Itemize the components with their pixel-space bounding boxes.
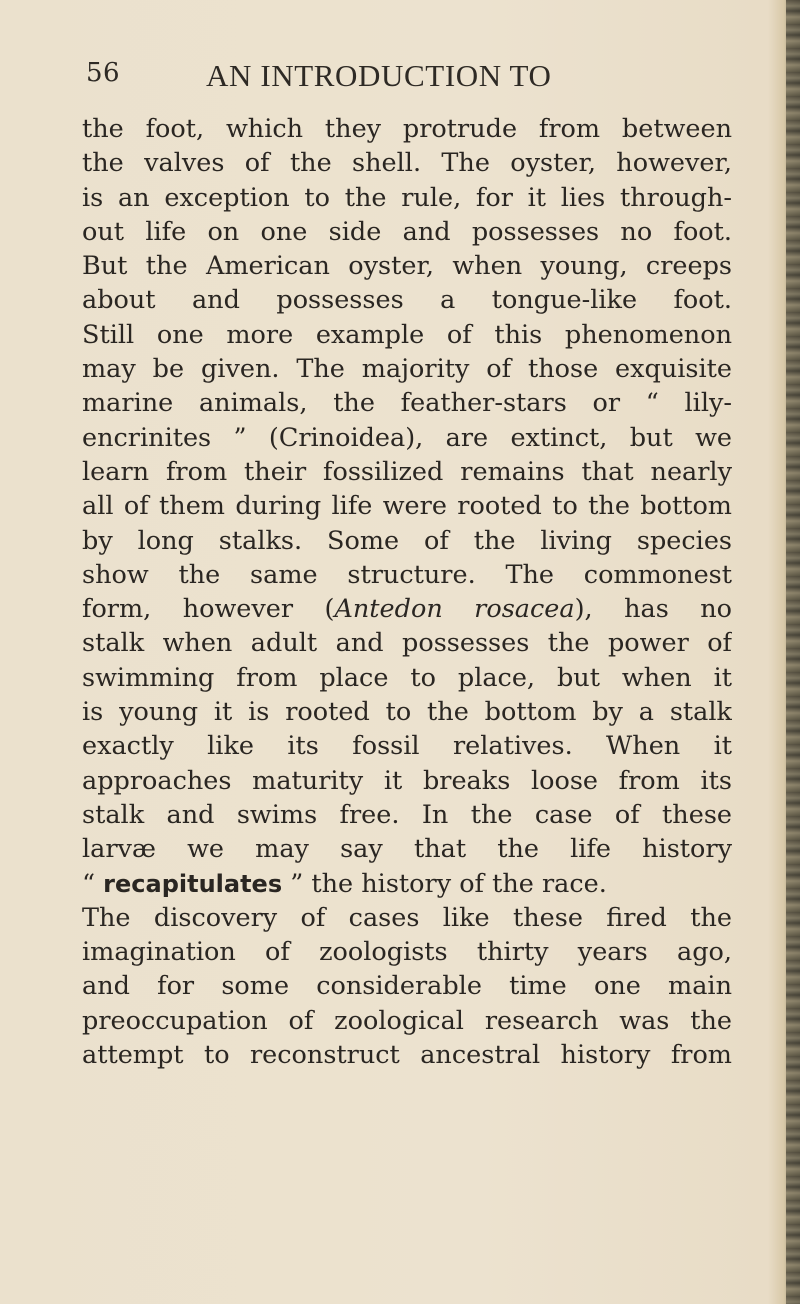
text-line: the foot, which they protrude from between [82, 114, 732, 144]
running-title: AN INTRODUCTION TO [206, 58, 552, 93]
text-segment: ” the history of the race. [282, 868, 607, 899]
text-segment: form, however ( [82, 594, 335, 625]
text-line: is an exception to the rule, for it lies through- [82, 182, 732, 213]
text-line: stalk when adult and possesses the power of [82, 628, 732, 659]
text-line: all of them during life were rooted to the bottom [82, 491, 732, 522]
text-line: the valves of the shell. The oyster, however, [82, 148, 732, 179]
text-line: preoccupation of zoological research was the [82, 1005, 732, 1036]
text-line: learn from their fossilized remains that nearly [82, 456, 732, 487]
text-line: is young it is rooted to the bottom by a stalk [82, 697, 732, 728]
text-line: show the same structure. The commonest [82, 559, 732, 590]
emphasized-word: recapitulates [103, 869, 283, 898]
species-name-italic: Antedon rosacea [334, 594, 575, 625]
open-quote: “ [82, 868, 104, 899]
text-line: may be given. The majority of those exquisite [82, 354, 732, 385]
text-line: about and possesses a tongue-like foot. [82, 285, 732, 316]
text-line: larvæ we may say that the life history [82, 834, 732, 865]
book-spine-edge [786, 0, 800, 1304]
text-line: Still one more example of this phenomenon [82, 319, 732, 350]
text-line: swimming from place to place, but when it [82, 662, 732, 693]
text-line: imagination of zoologists thirty years ago, [82, 937, 732, 968]
text-line-with-italic [82, 592, 732, 626]
text-line: attempt to reconstruct ancestral history from [82, 1040, 732, 1071]
text-line: encrinites ” (Crinoidea), are extinct, but we [82, 422, 732, 453]
text-line: and for some considerable time one main [82, 971, 732, 1002]
text-segment: ), has no [574, 594, 732, 625]
paragraph-start-line: The discovery of cases like these fired the [82, 902, 732, 933]
page-number: 56 [86, 58, 121, 88]
text-line-with-bold [82, 867, 732, 901]
text-line: stalk and swims free. In the case of these [82, 799, 732, 830]
text-line: But the American oyster, when young, creeps [82, 251, 732, 282]
text-line: by long stalks. Some of the living species [82, 525, 732, 556]
text-line: approaches maturity it breaks loose from its [82, 765, 732, 796]
running-head [86, 58, 736, 102]
text-line: exactly like its fossil relatives. When it [82, 731, 732, 762]
body-text [82, 112, 732, 1072]
text-line: out life on one side and possesses no foot. [82, 216, 732, 247]
text-line: marine animals, the feather-stars or “ lily- [82, 388, 732, 419]
